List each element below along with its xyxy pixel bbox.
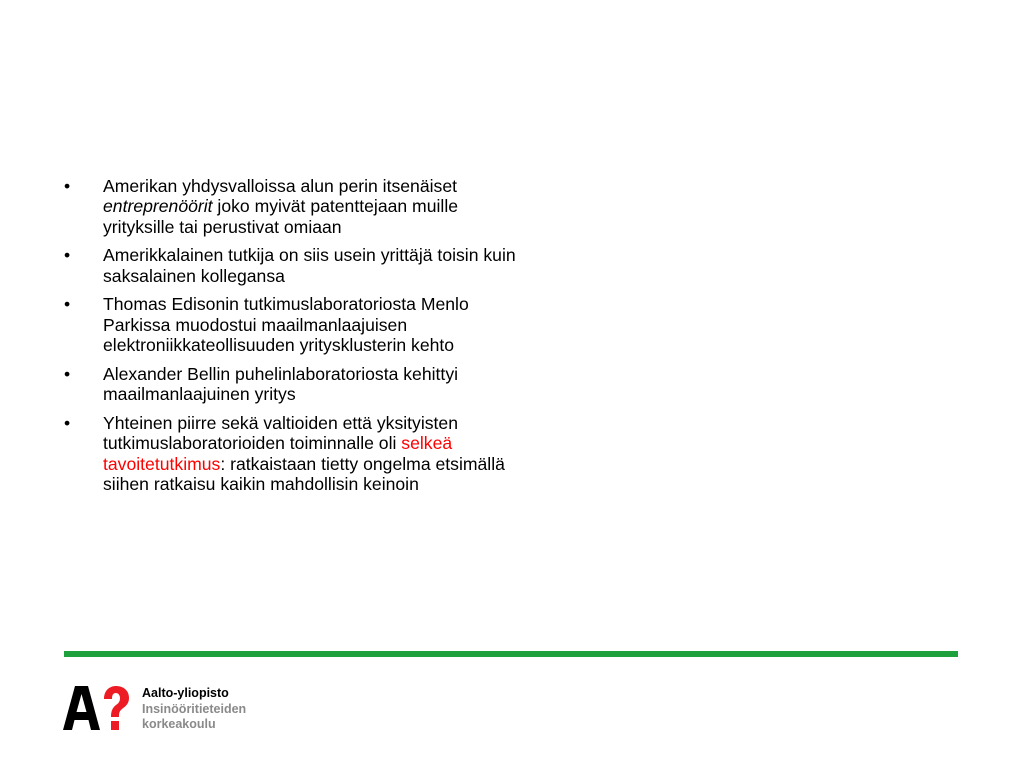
bullet-marker: • [64,245,71,266]
bullet-text: Yhteinen piirre sekä valtioiden että yksityisten tutkimuslaboratorioiden toiminnalle oli [103,412,458,454]
logo-line-school-suffix: korkeakoulu [142,717,216,731]
bullet-text: Amerikan yhdysvalloissa alun perin itsenäiset [103,176,458,196]
bullet-item [64,176,534,237]
bullet-marker: • [64,412,71,433]
bullet-text: : ratkaistaan tietty ongelma etsimällä siihen ratkaisu kaikin mahdollisin keinoin [103,453,505,494]
bullet-text: Thomas Edisonin tutkimuslaboratoriosta Menlo Parkissa muodostui maailmanlaajuisen elektroniikkateollisuuden yritysklusterin kehto [103,294,469,356]
bullet-marker: • [64,176,71,196]
bullet-item [64,364,534,405]
logo-question-shape [104,686,129,717]
footer-rule [64,651,958,657]
bullet-text: Alexander Bellin puhelinlaboratoriosta kehittyi maailmanlaajuinen yritys [103,363,459,405]
logo-line-school: Insinööritieteiden [142,701,247,716]
italic-term: entreprenöörit [103,196,213,217]
logo-line-university: Aalto-yliopisto [142,686,229,700]
logo-question-dot [111,721,119,730]
bullet-text: joko myivät patenttejaan muille yrityksille tai perustivat omiaan [103,196,459,237]
highlighted-term: selkeä tavoitetutkimus [103,433,453,474]
bullet-text: Amerikkalainen tutkija on siis usein yrittäjä toisin kuin saksalainen kollegansa [103,245,516,286]
bullet-marker: • [64,294,71,315]
aalto-a-question-mark-icon [63,686,129,730]
logo-text [142,686,362,733]
bullet-list [64,176,534,503]
bullet-marker: • [64,363,71,384]
bullet-item [64,294,534,355]
bullet-item [64,413,534,494]
bullet-item [64,245,534,286]
